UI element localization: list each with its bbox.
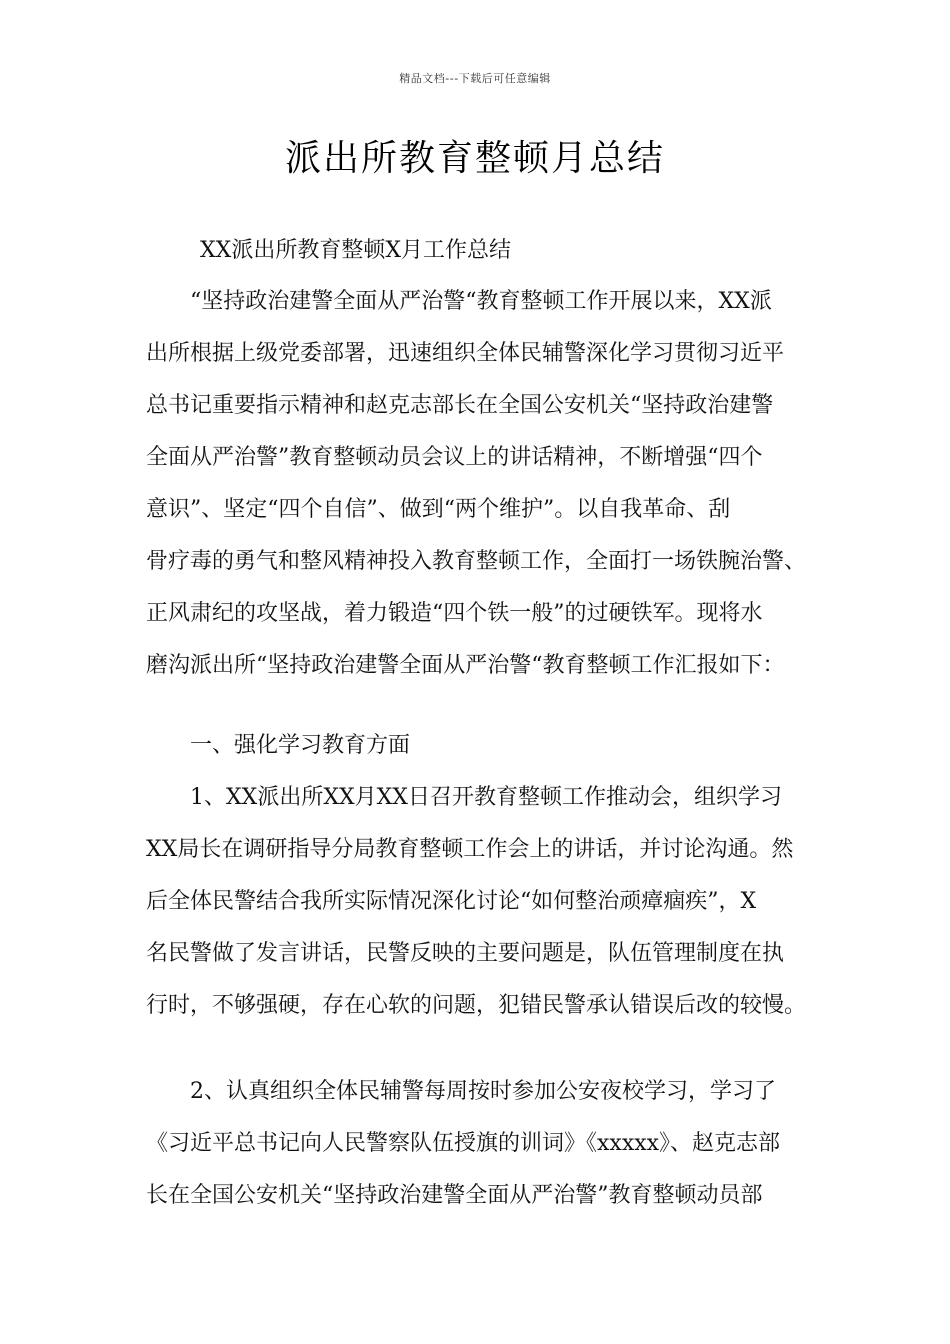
paragraph-line: 名民警做了发言讲话，民警反映的主要问题是，队伍管理制度在执 — [146, 941, 785, 966]
paragraph-line: 《习近平总书记向人民警察队伍授旗的训词》《xxxxx》、赵克志部 — [146, 1131, 781, 1156]
document-title: 派出所教育整顿月总结 — [284, 138, 665, 179]
paragraph-item-1 — [146, 772, 808, 1032]
paragraph-line: 出所根据上级党委部署，迅速组织全体民辅警深化学习贯彻习近平 — [146, 341, 785, 366]
paragraph-item-2 — [146, 1066, 808, 1222]
paragraph-line: 总书记重要指示精神和赵克志部长在全国公安机关“坚持政治建警 — [146, 393, 774, 418]
paragraph-line: 行时，不够强硬，存在心软的问题，犯错民警承认错误后改的较慢。 — [146, 993, 807, 1018]
paragraph-line: “坚持政治建警全面从严治警“教育整顿工作开展以来，XX派 — [190, 289, 772, 314]
paragraph-line: 骨疗毒的勇气和整风精神投入教育整顿工作，全面打一场铁腕治警、 — [146, 549, 807, 574]
section-heading — [146, 720, 808, 772]
paragraph-line: XX局长在调研指导分局教育整顿工作会上的讲话，并讨论沟通。然 — [146, 837, 794, 862]
paragraph-line: 长在全国公安机关“坚持政治建警全面从严治警”教育整顿动员部 — [146, 1183, 763, 1208]
paragraph-intro — [146, 276, 808, 692]
document-subtitle — [146, 225, 808, 277]
subtitle-line: XX派出所教育整顿X月工作总结 — [200, 238, 511, 263]
paragraph-line: 全面从严治警”教育整顿动员会议上的讲话精神，不断增强“四个 — [146, 445, 763, 470]
paragraph-line: 1、XX派出所XX月XX日召开教育整顿工作推动会，组织学习 — [190, 785, 782, 810]
paragraph-line: 正风肃纪的攻坚战，着力锻造“四个铁一般”的过硬铁军。现将水 — [146, 601, 763, 626]
paragraph-line: 2、认真组织全体民辅警每周按时参加公安夜校学习，学习了 — [190, 1079, 776, 1104]
paragraph-line: 磨沟派出所“坚持政治建警全面从严治警“教育整顿工作汇报如下： — [146, 653, 785, 678]
section-heading-text: 一、强化学习教育方面 — [190, 733, 411, 758]
paragraph-line: 后全体民警结合我所实际情况深化讨论“如何整治顽瘴痼疾”，X — [146, 889, 757, 914]
document-header-note: 精品文档---下载后可任意编辑 — [399, 72, 551, 85]
paragraph-line: 意识”、坚定“四个自信”、做到“两个维护”。以自我革命、刮 — [146, 497, 731, 522]
